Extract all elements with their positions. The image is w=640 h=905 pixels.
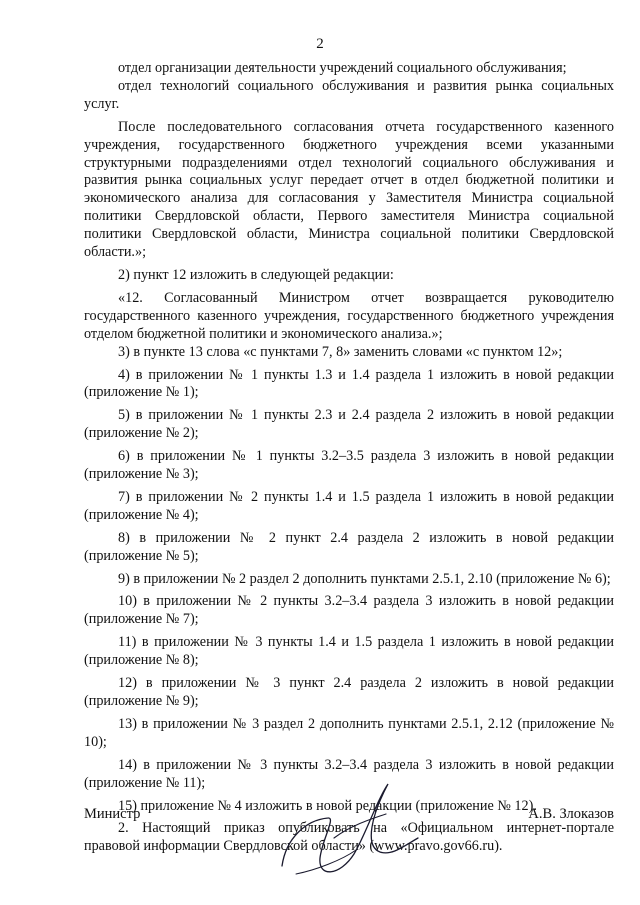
- amendment-item: 12) в приложении № 3 пункт 2.4 раздела 2 изложить в новой редакции (приложение № 9);: [84, 675, 614, 709]
- document-body: [84, 60, 614, 856]
- amendment-item-2: 2) пункт 12 изложить в следующей редакции:: [118, 266, 394, 283]
- page-number: 2: [316, 36, 324, 52]
- amendment-item-2-quote: «12. Согласованный Министром отчет возвращается руководителю государственного казенного учреждения, государственного бюджетного учреждения отделом бюджетной политики и экономического анализа.»;: [84, 289, 614, 342]
- amendment-item: 7) в приложении № 2 пункты 1.4 и 1.5 раздела 1 изложить в новой редакции (приложение № 4);: [84, 488, 614, 523]
- amendment-item: 13) в приложении № 3 раздел 2 дополнить пунктами 2.5.1, 2.12 (приложение № 10);: [84, 715, 614, 750]
- department-line: отдел технологий социального обслуживания и развития рынка социальных услуг.: [84, 77, 614, 112]
- amendment-item-15: 15) приложение № 4 изложить в новой редакции (приложение № 12).: [118, 797, 537, 814]
- handwritten-signature: [276, 780, 426, 890]
- publication-paragraph: 2. Настоящий приказ опубликовать на «Официальном интернет-портале правовой информации Свердловской области» (www.pravo.gov66.ru).: [84, 820, 614, 855]
- amendment-item: 6) в приложении № 1 пункты 3.2–3.5 раздела 3 изложить в новой редакции (приложение № 3);: [84, 448, 614, 483]
- department-line: отдел организации деятельности учреждений социального обслуживания;: [118, 60, 567, 76]
- amendment-item: 5) в приложении № 1 пункты 2.3 и 2.4 раздела 2 изложить в новой редакции (приложение № 2);: [84, 407, 614, 442]
- amendment-item: 4) в приложении № 1 пункты 1.3 и 1.4 раздела 1 изложить в новой редакции (приложение № 1);: [84, 366, 614, 401]
- amendment-item: 10) в приложении № 2 пункты 3.2–3.4 раздела 3 изложить в новой редакции (приложение № 7);: [84, 593, 614, 628]
- amendment-item: 14) в приложении № 3 пункты 3.2–3.4 раздела 3 изложить в новой редакции (приложение № 11);: [84, 756, 614, 791]
- signatory-title: Министр: [84, 806, 141, 822]
- amendment-item: 11) в приложении № 3 пункты 1.4 и 1.5 раздела 1 изложить в новой редакции (приложение № 8);: [84, 634, 614, 669]
- signatory-name: А.В. Злоказов: [528, 806, 614, 822]
- signature-block: [84, 806, 614, 896]
- amendment-item-3: 3) в пункте 13 слова «с пунктами 7, 8» заменить словами «с пунктом 12»;: [118, 343, 563, 360]
- intro-paragraph: После последовательного согласования отчета государственного казенного учреждения, государственного бюджетного учреждения всеми указанными структурными подразделениями отдел технологий социального обслуживания и развития рынка социальных услуг передает отчет в отдел бюджетной политики и экономического анализа для согласования у Заместителя Министра социальной политики Свердловской области, Первого заместителя Министра социальной политики Свердловской области, Министра социальной политики Свердловской области.»;: [84, 118, 614, 261]
- amendment-item: 8) в приложении № 2 пункт 2.4 раздела 2 изложить в новой редакции (приложение № 5);: [84, 529, 614, 564]
- amendment-item: 9) в приложении № 2 раздел 2 дополнить пунктами 2.5.1, 2.10 (приложение № 6);: [118, 570, 611, 587]
